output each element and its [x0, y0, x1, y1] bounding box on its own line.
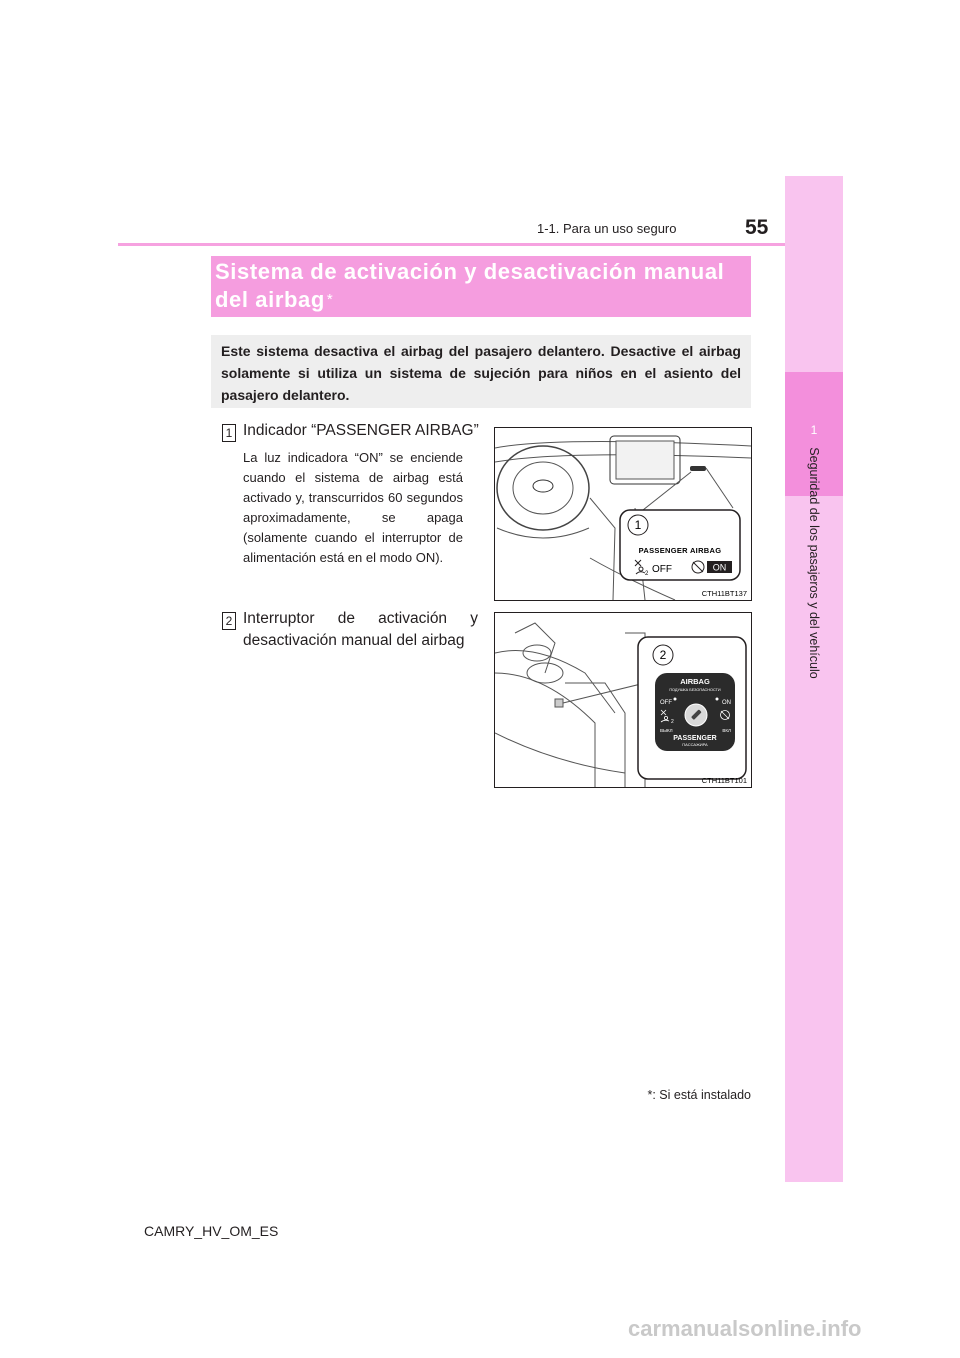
figure-callout-number: 1	[634, 518, 642, 532]
item-heading: Indicador “PASSENGER AIRBAG”	[243, 422, 479, 439]
figure-dashboard	[494, 427, 752, 601]
footnote	[600, 1088, 751, 1102]
item-body: La luz indicadora “ON” se enciende cuando el sistema de airbag está activado y, transcurridos 60 segundos aproximadamente, se apaga (solamente cuando el interruptor de alimentación está en el modo ON).	[243, 450, 463, 565]
switch-passenger: PASSENGER	[673, 735, 717, 742]
item-number-badge: 1	[222, 424, 236, 442]
page-title	[215, 258, 750, 314]
switch-title-ru: ПОДУШКА БЕЗОПАСНОСТИ	[669, 688, 721, 692]
console-illustration	[495, 613, 751, 787]
document-code: CAMRY_HV_OM_ES	[144, 1223, 279, 1239]
asterisk-icon: *	[326, 291, 334, 308]
watermark: carmanualsonline.info	[628, 1316, 862, 1341]
header-rule	[118, 243, 786, 246]
off-subscript: 2	[645, 571, 649, 577]
section-title: 1-1. Para un uso seguro	[537, 221, 677, 236]
switch-on-ru: ВКЛ	[722, 728, 731, 733]
intro-text: Este sistema desactiva el airbag del pasajero delantero. Desactive el airbag solamente si utiliza un sistema de sujeción para niños en el asiento del pasajero delantero.	[221, 343, 741, 403]
chapter-number: 1	[810, 423, 818, 437]
switch-passenger-ru: ПАССАЖИРА	[682, 742, 708, 747]
on-text: ON	[712, 562, 727, 573]
switch-title: AIRBAG	[680, 677, 710, 686]
page-number: 55	[745, 216, 769, 239]
dashboard-illustration	[495, 428, 751, 600]
side-tab-label: Seguridad de los pasajeros y del vehículo	[807, 447, 821, 679]
figure-code: CTH11BT137	[701, 589, 747, 598]
item-heading: Interruptor de activación y desactivación manual del airbag	[243, 610, 478, 649]
figure-callout-number: 2	[659, 648, 667, 662]
asterisk-icon: *	[647, 1088, 653, 1102]
page-title-text: Sistema de activación y desactivación manual del airbag	[215, 259, 725, 312]
indicator-label: PASSENGER AIRBAG	[638, 546, 722, 555]
switch-off-ru: ВЫКЛ	[660, 728, 673, 733]
off-text: OFF	[652, 564, 672, 575]
switch-on-text: ON	[722, 700, 731, 706]
switch-off-text: OFF	[660, 700, 672, 706]
item-number-badge: 2	[222, 612, 236, 630]
footnote-text: : Si está instalado	[652, 1088, 751, 1102]
figure-code: CTH11BT101	[701, 776, 747, 785]
figure-airbag-switch	[494, 612, 752, 788]
switch-subscript: 2	[671, 719, 674, 725]
side-tab	[785, 176, 843, 1182]
